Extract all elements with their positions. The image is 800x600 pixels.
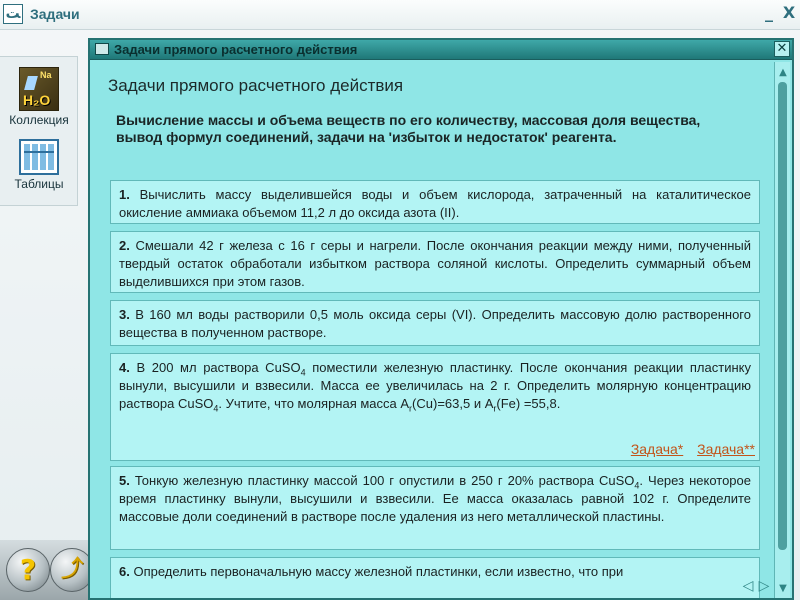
problem-card-1 [110,180,760,224]
page-title: Задачи прямого расчетного действия [108,76,404,95]
problem-card-5 [110,466,760,550]
sidebar-item-collection[interactable] [0,67,78,127]
exit-icon: ⤴ [60,557,83,582]
problem-card-4 [110,353,760,461]
page-nav [740,578,774,594]
sidebar-item-tables[interactable] [0,139,78,191]
task-link-1[interactable]: Задача* [630,441,684,457]
minimize-button[interactable]: _ [765,3,773,22]
problem-text: В 200 мл раствора CuSO$_4$ поместили железную пластинку. После окончания реакции пластинку вынули, высушили и взвесили. Масса ее увеличилась на 2 г. Определить молярную концентрацию раствора CuSO$_4$. Учтите, что молярная масса $A_r(Cu)=63,5$ и $A_r(Fe) =55,8$. [119,360,751,414]
app-title: Задачи [30,6,80,22]
app-titlebar [0,0,800,30]
help-button[interactable] [6,548,50,592]
tables-icon [19,139,59,175]
problems-dialog [88,38,794,600]
problem-links [621,441,755,457]
window-icon [95,43,109,55]
problem-text: В 160 мл воды растворили 0,5 моль оксида серы (VI). Определить массовую долю растворенного вещества в полученном растворе. [119,307,751,340]
app-logo-icon: ﺖ [3,4,23,24]
problem-card-6 [110,557,760,600]
scroll-up-icon[interactable]: ▲ [779,67,787,78]
problem-card-2 [110,231,760,293]
problem-number: 6. [119,564,130,579]
dialog-title: Задачи прямого расчетного действия [114,42,358,57]
problem-card-3 [110,300,760,346]
task-link-2[interactable]: Задача** [697,441,755,457]
problem-number: 3. [119,307,130,322]
question-icon: ? [19,553,37,586]
sidebar-item-label: Таблицы [14,177,64,191]
problem-number: 4. [119,360,130,375]
problem-number: 5. [119,473,130,488]
scroll-down-icon[interactable]: ▼ [779,583,787,594]
collection-icon-badge-top: Na [40,70,52,80]
app-close-button[interactable]: X [782,3,796,22]
problem-text: Определить первоначальную массу железной пластинки, если известно, что при [133,564,624,579]
page-subtitle: Вычисление массы и объема веществ по его количеству, массовая доля вещества, вывод формул соединений, задачи на 'избыток и недостаток' реагента. [116,112,701,145]
prev-page-icon[interactable]: ◁ [742,578,754,594]
scroll-thumb[interactable] [778,82,787,550]
sidebar [0,56,78,206]
problem-text: Тонкую железную пластинку массой 100 г опустили в 250 г 20% раствора CuSO$_4$. Через некоторое время пластинку вынули, высушили и взвесили. Ее масса оказалась равной 102 г. Определите массовые доли соединений в растворе после удаления из него металлической пластины. [119,473,751,524]
collection-icon-badge-bottom: H₂O [23,92,51,108]
problem-text: Вычислить массу выделившейся воды и объем кислорода, затраченный на каталитическое окисление аммиака объемом 11,2 л до оксида азота (II). [119,187,751,220]
collection-icon [19,67,59,111]
vertical-scrollbar[interactable] [774,62,790,600]
problem-number: 2. [119,238,130,253]
problem-text: Смешали 42 г железа с 16 г серы и нагрели. После окончания реакции между ними, полученный твердый остаток обработали избытком раствора соляной кислоты. Определить суммарный объем выделившихся при этом газов. [119,238,751,289]
dialog-close-button[interactable]: ✕ [774,41,790,57]
next-page-icon[interactable]: ▷ [758,578,770,594]
sidebar-item-label: Коллекция [9,113,69,127]
dialog-titlebar [90,40,792,60]
problem-number: 1. [119,187,130,202]
